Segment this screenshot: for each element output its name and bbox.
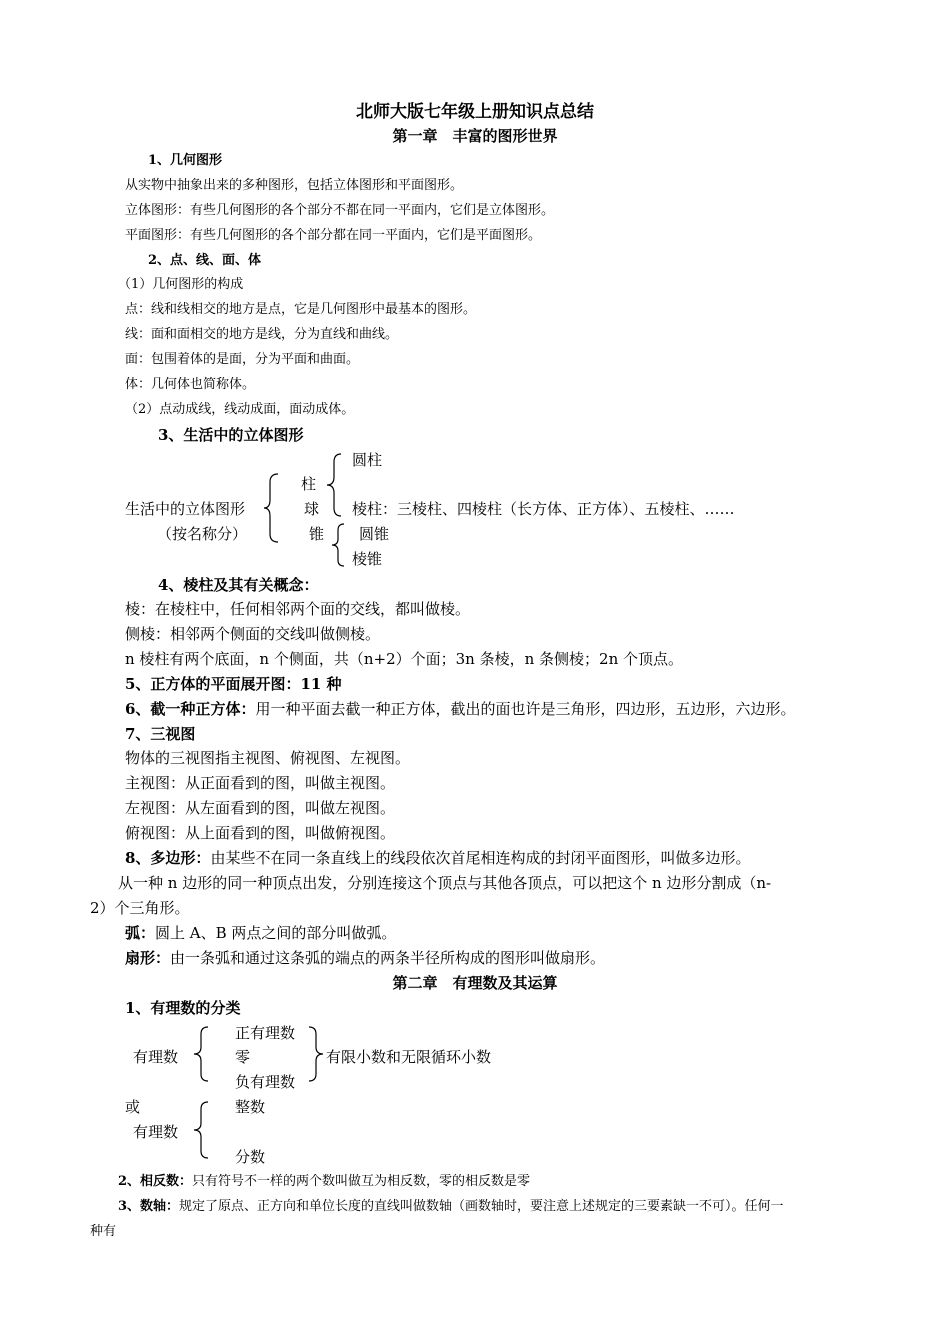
- brace-icon: [305, 1025, 325, 1083]
- chapter1-heading: 第一章 丰富的图形世界: [392, 127, 558, 145]
- brace-icon: [325, 452, 345, 518]
- section-title: 4、棱柱及其有关概念：: [158, 576, 319, 594]
- text-line: 物体的三视图指主视图、俯视图、左视图。: [125, 749, 411, 767]
- section-text: 只有符号不一样的两个数叫做互为相反数，零的相反数是零: [192, 1174, 531, 1189]
- text-line: n 棱柱有两个底面，n 个侧面，共（n+2）个面；3n 条棱，n 条侧棱；2n 个顶点。: [125, 650, 684, 668]
- text-line: 棱：在棱柱中，任何相邻两个面的交线，都叫做棱。: [125, 600, 471, 618]
- text-line: 点：线和线相交的地方是点，它是几何图形中最基本的图形。: [125, 302, 477, 317]
- term-text: 由一条弧和通过这条弧的端点的两条半径所构成的图形叫做扇形。: [170, 949, 606, 967]
- diagram-lengzhu: 棱柱：三棱柱、四棱柱（长方体、正方体）、五棱柱、……: [352, 500, 735, 518]
- text-line: 左视图：从左面看到的图，叫做左视图。: [125, 799, 396, 817]
- section-text: 由某些不在同一条直线上的线段依次首尾相连构成的封闭平面图形，叫做多边形。: [210, 849, 751, 867]
- section-title: 2、相反数：: [118, 1174, 193, 1189]
- section-text: 规定了原点、正方向和单位长度的直线叫做数轴（画数轴时，要注意上述规定的三要素缺一不可）。任何一: [179, 1199, 784, 1214]
- section-title: 6、截一种正方体：: [125, 700, 256, 718]
- section-title: 8、多边形：: [125, 849, 211, 867]
- text-line: [125, 851, 750, 866]
- diagram-yuanzhu: 圆柱: [352, 451, 383, 469]
- term-title: 扇形：: [125, 949, 171, 967]
- brace-icon: [192, 1025, 212, 1083]
- diagram-lengzhui: 棱锥: [352, 550, 383, 568]
- diagram-branch-zhu: 柱: [301, 475, 317, 493]
- text-line: [125, 926, 396, 941]
- text-line: [125, 702, 795, 717]
- section-title: 1、几何图形: [148, 153, 223, 168]
- page-title: 北师大版七年级上册知识点总结: [356, 102, 594, 122]
- classification-item: 分数: [235, 1148, 266, 1166]
- text-line: 2）个三角形。: [90, 899, 190, 917]
- classification-item: 正有理数: [235, 1024, 296, 1042]
- section-title: 5、正方体的平面展开图：11 种: [125, 675, 342, 693]
- diagram-branch-zhui: 锥: [309, 525, 325, 543]
- classification-root: 有理数: [133, 1123, 179, 1141]
- brace-icon: [330, 522, 348, 568]
- text-line: [125, 951, 605, 966]
- classification-item: 负有理数: [235, 1073, 296, 1091]
- text-line: 从一种 n 边形的同一种顶点出发，分别连接这个顶点与其他各顶点，可以把这个 n 边形分割成（n-: [118, 874, 772, 892]
- brace-icon: [192, 1100, 212, 1160]
- text-line: 侧棱：相邻两个侧面的交线叫做侧棱。: [125, 625, 381, 643]
- brace-icon: [262, 472, 282, 544]
- text-line: （2）点动成线，线动成面，面动成体。: [125, 402, 355, 417]
- diagram-root-note: （按名称分）: [157, 525, 248, 543]
- text-line: 俯视图：从上面看到的图，叫做俯视图。: [125, 824, 396, 842]
- text-line: 面：包围着体的是面，分为平面和曲面。: [125, 352, 360, 367]
- text-line: 体：几何体也简称体。: [125, 377, 256, 392]
- text-line: 平面图形：有些几何图形的各个部分都在同一平面内，它们是平面图形。: [125, 228, 542, 243]
- section-title: 7、三视图: [125, 725, 196, 743]
- term-text: 圆上 A、B 两点之间的部分叫做弧。: [155, 924, 397, 942]
- section-title: 2、点、线、面、体: [148, 253, 262, 268]
- text-line: 种有: [90, 1224, 117, 1239]
- section-title: 3、生活中的立体图形: [158, 426, 304, 444]
- text-line: 线：面和面相交的地方是线，分为直线和曲线。: [125, 327, 399, 342]
- or-label: 或: [125, 1098, 141, 1116]
- classification-item: 整数: [235, 1098, 266, 1116]
- diagram-root: 生活中的立体图形: [125, 500, 246, 518]
- diagram-yuanzhui: 圆锥: [359, 525, 390, 543]
- text-line: 主视图：从正面看到的图，叫做主视图。: [125, 774, 396, 792]
- text-line: 从实物中抽象出来的多种图形，包括立体图形和平面图形。: [125, 178, 464, 193]
- text-line: [118, 1200, 784, 1213]
- classification-item: 零: [235, 1048, 251, 1066]
- section-title: 1、有理数的分类: [125, 999, 241, 1017]
- classification-right: 有限小数和无限循环小数: [326, 1048, 492, 1066]
- chapter2-heading: 第二章 有理数及其运算: [392, 974, 558, 992]
- section-text: 用一种平面去截一种正方体，截出的面也许是三角形，四边形，五边形，六边形。: [255, 700, 796, 718]
- section-title: 3、数轴：: [118, 1199, 180, 1214]
- classification-root: 有理数: [133, 1048, 179, 1066]
- text-line: 立体图形：有些几何图形的各个部分不都在同一平面内，它们是立体图形。: [125, 203, 555, 218]
- text-line: （1）几何图形的构成: [118, 277, 244, 292]
- text-line: [118, 1175, 530, 1188]
- term-title: 弧：: [125, 924, 156, 942]
- diagram-branch-qiu: 球: [304, 500, 320, 518]
